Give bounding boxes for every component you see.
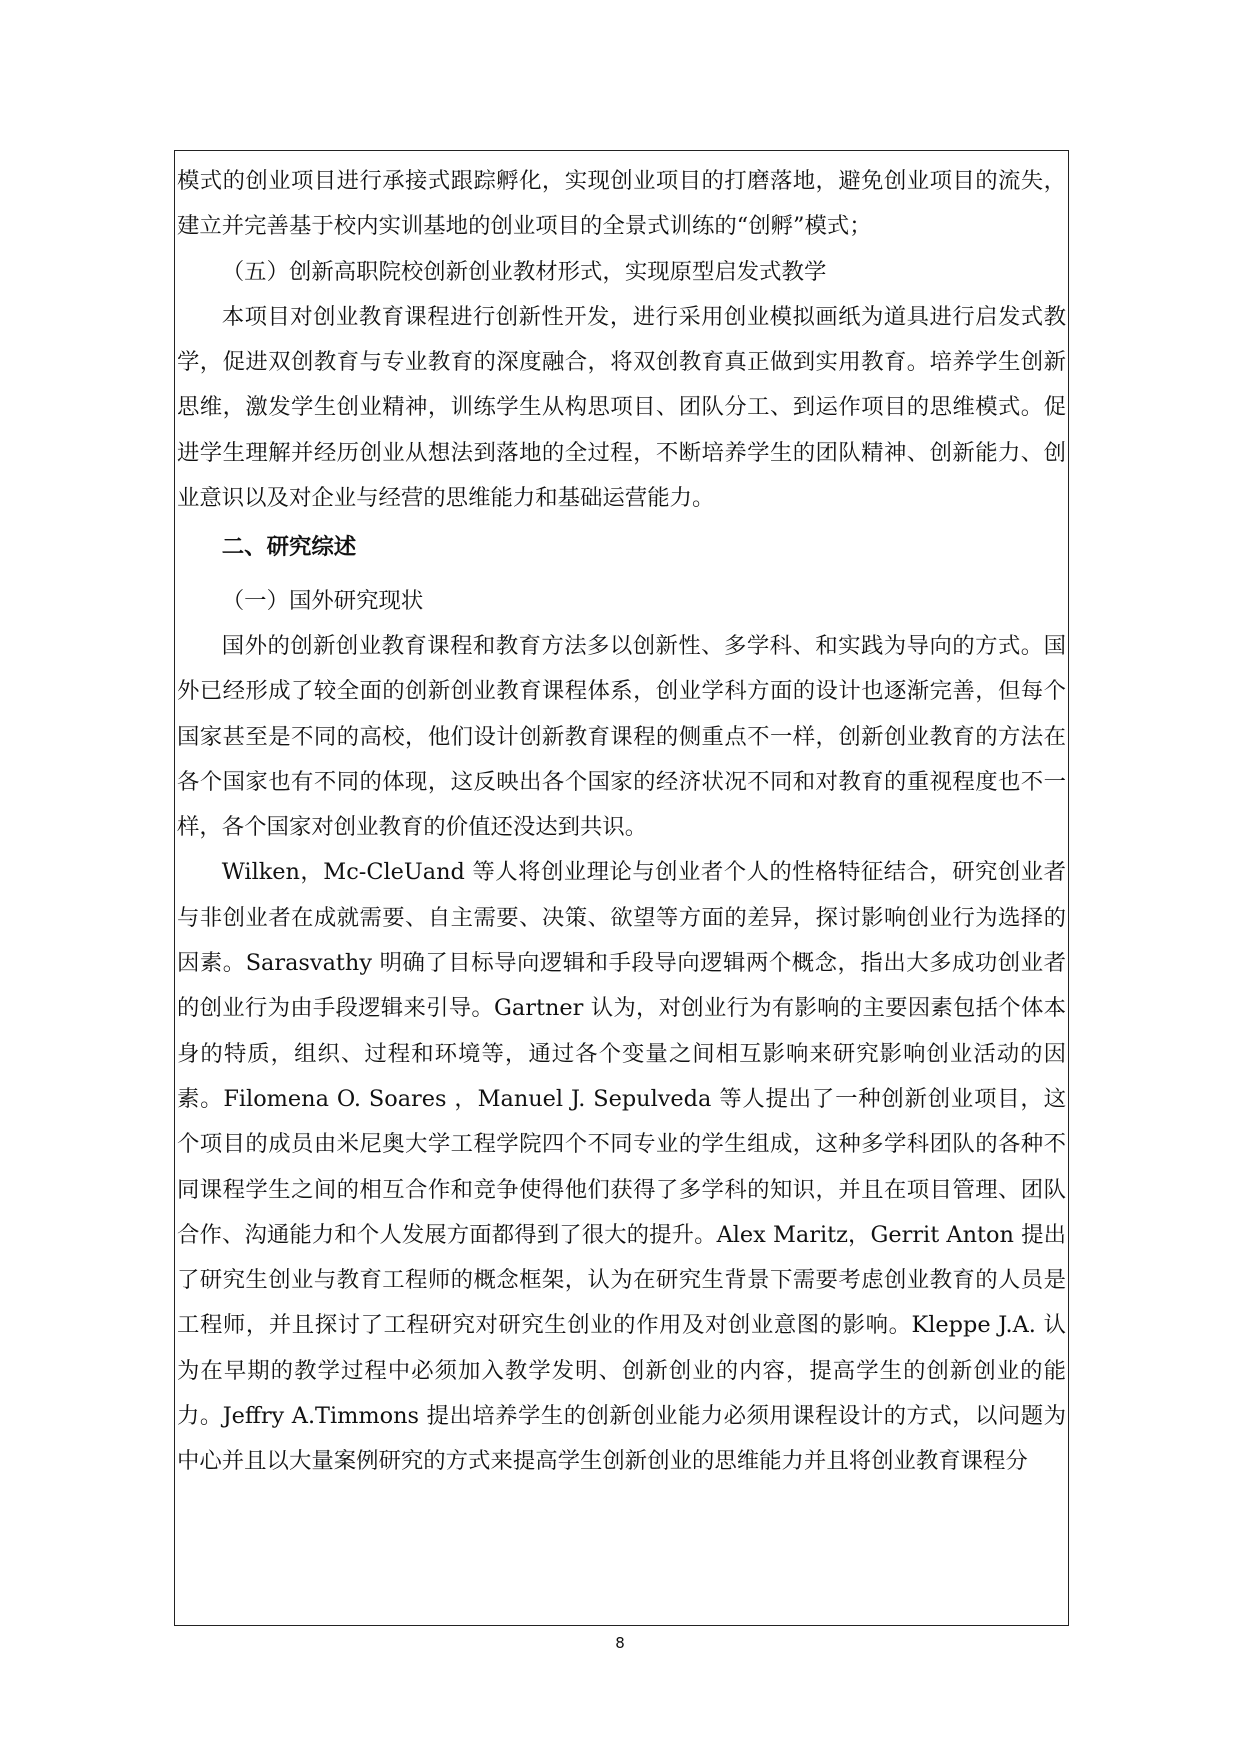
page-number: 8 [615, 1634, 625, 1652]
paragraph-foreign-overview: 国外的创新创业教育课程和教育方法多以创新性、多学科、和实践为导向的方式。国外已经形成了较全面的创新创业教育课程体系，创业学科方面的设计也逐渐完善，但每个国家甚至是不同的高校，他们设计创新教育课程的侧重点不一样，创新创业教育的方法在各个国家也有不同的体现，这反映出各个国家的经济状况不同和对教育的重视程度也不一样，各个国家对创业教育的价值还没达到共识。 [177, 632, 1066, 841]
subheading-five: （五）创新高职院校创新创业教材形式，实现原型启发式教学 [221, 258, 827, 285]
paragraph-literature: Wilken，Mc-CleUand 等人将创业理论与创业者个人的性格特征结合，研究创业者与非创业者在成就需要、自主需要、决策、欲望等方面的差异，探讨影响创业行为选择的因素。Sarasvathy 明确了目标导向逻辑和手段导向逻辑两个概念，指出大多成功创业者的创业行为由手段逻辑来引导。Gartner 认为，对创业行为有影响的主要因素包括个体本身的特质，组织、过程和环境等，通过各个变量之间相互影响来研究影响创业活动的因素。Filomena O. Soares ，Manuel J. Sepulveda 等人提出了一种创新创业项目，这个项目的成员由米尼奥大学工程学院四个不同专业的学生组成，这种多学科团队的各种不同课程学生之间的相互合作和竞争使得他们获得了多学科的知识，并且在项目管理、团队合作、沟通能力和个人发展方面都得到了很大的提升。Alex Maritz，Gerrit Anton 提出了研究生创业与教育工程师的概念框架，认为在研究生背景下需要考虑创业教育的人员是工程师，并且探讨了工程研究对研究生创业的作用及对创业意图的影响。Kleppe J.A. 认为在早期的教学过程中必须加入教学发明、创新创业的内容，提高学生的创新创业的能力。Jeffry A.Timmons 提出培养学生的创新创业能力必须用课程设计的方式，以问题为中心并且以大量案例研究的方式来提高学生创新创业的思维能力并且将创业教育课程分 [177, 859, 1066, 1475]
subheading-foreign-research: （一）国外研究现状 [221, 587, 424, 614]
table-cell-frame [174, 150, 1069, 1626]
paragraph-curriculum: 本项目对创业教育课程进行创新性开发，进行采用创业模拟画纸为道具进行启发式教学，促进双创教育与专业教育的深度融合，将双创教育真正做到实用教育。培养学生创新思维，激发学生创业精神，训练学生从构思项目、团队分工、到运作项目的思维模式。促进学生理解并经历创业从想法到落地的全过程，不断培养学生的团队精神、创新能力、创业意识以及对企业与经营的思维能力和基础运营能力。 [177, 303, 1066, 512]
paragraph-continuation: 模式的创业项目进行承接式跟踪孵化，实现创业项目的打磨落地，避免创业项目的流失，建立并完善基于校内实训基地的创业项目的全景式训练的“创孵”模式； [177, 168, 1066, 240]
section-heading-research-review: 二、研究综述 [221, 534, 357, 561]
document-body [175, 151, 1068, 1485]
